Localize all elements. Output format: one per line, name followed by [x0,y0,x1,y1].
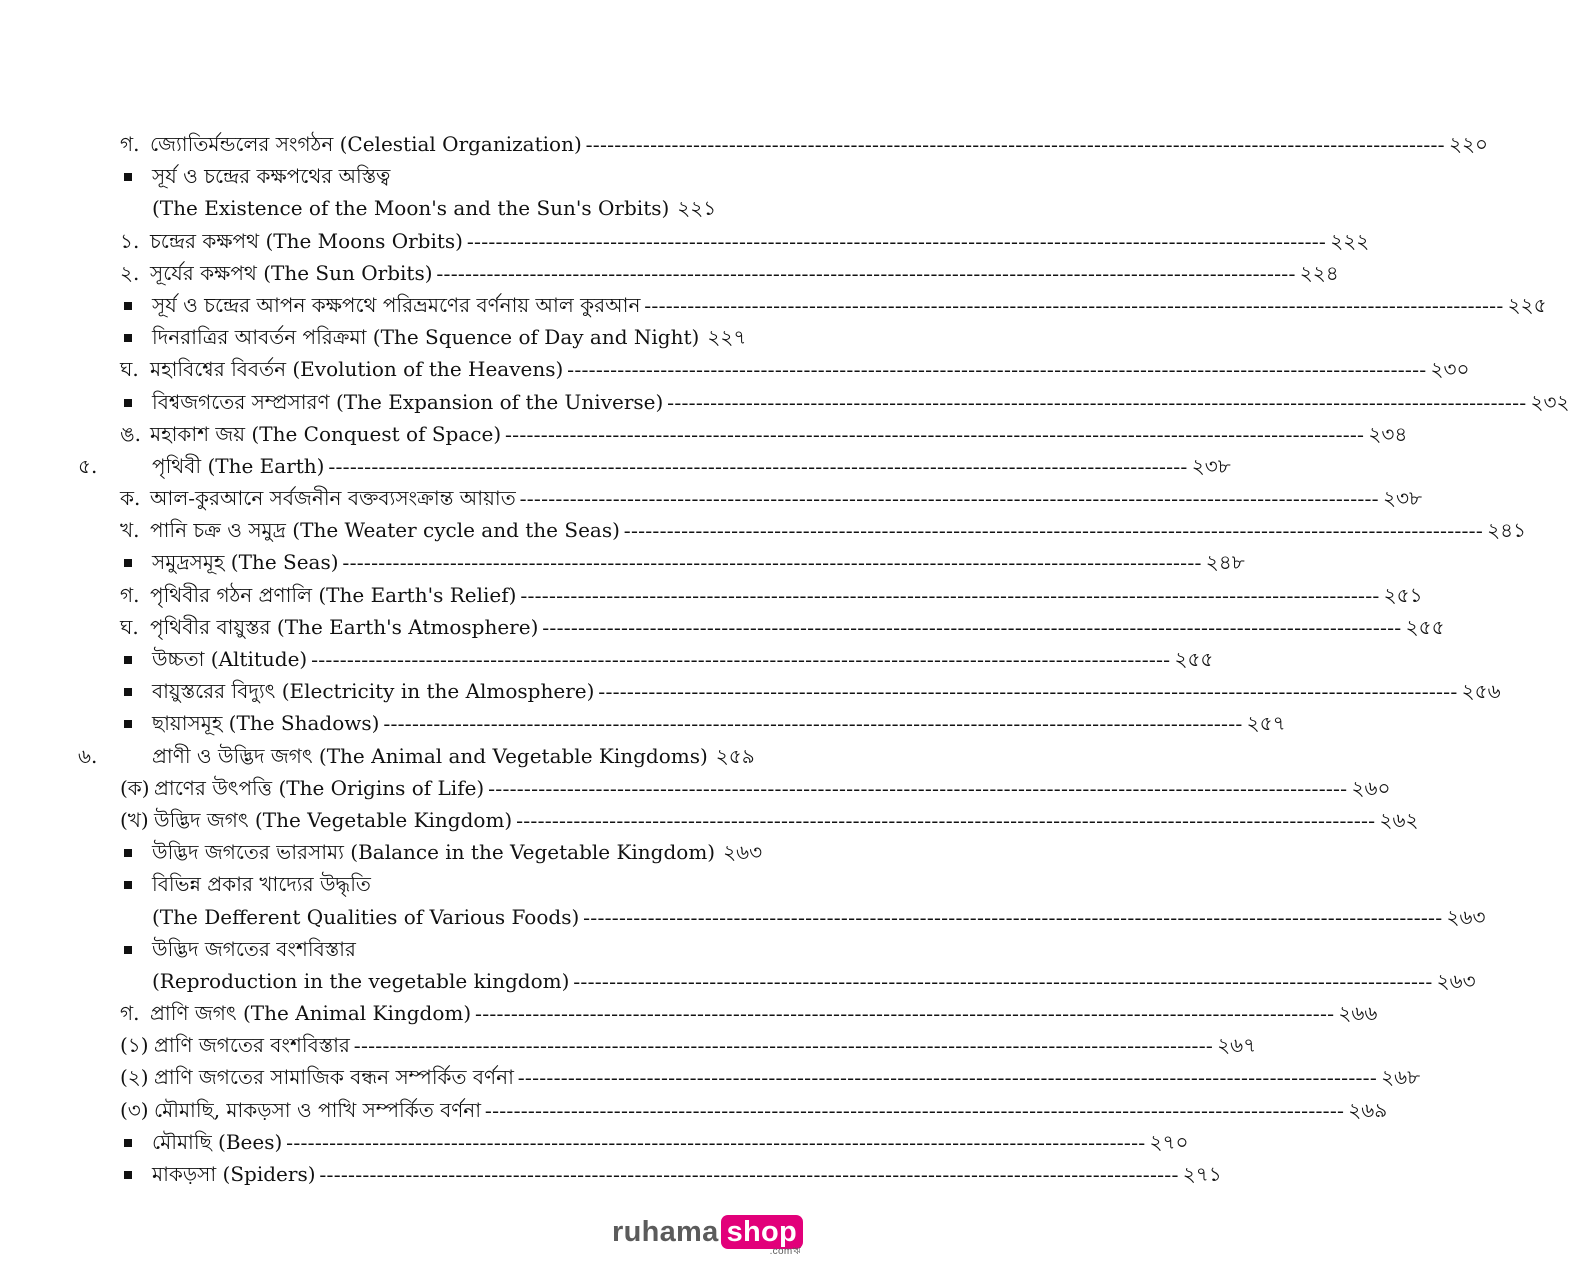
toc-page-number: ২৬৮ [1381,1065,1421,1090]
toc-page-number: ২৩৮ [1191,453,1231,478]
toc-row [0,772,1391,804]
toc-entry-title: পৃথিবীর গঠন প্রণালি (The Earth's Relief) [150,582,517,607]
toc-page-number: ২৩০ [1430,357,1470,382]
toc-entry-title: উদ্ভিদ জগতের ভারসাম্য (Balance in the Vegetable Kingdom) [152,840,716,865]
toc-row [0,933,825,965]
toc-marker: ১. [120,228,140,253]
leader-dots: ------------------------------------------------------------------------------------------------------------------------ [505,423,1365,446]
bullet-icon [124,302,132,310]
toc-entry-title: (The Defferent Qualities of Various Foods) [152,904,580,929]
toc-page-number: ২৫৫ [1405,614,1445,639]
bullet-icon [124,688,132,696]
toc-entry-title: বিশ্বজগতের সম্প্রসারণ (The Expansion of the Universe) [152,389,664,414]
leader-dots: ------------------------------------------------------------------------------------------------------------------------ [353,1035,1214,1058]
toc-row [0,804,1419,836]
bullet-icon [124,656,132,664]
toc-row [0,836,825,868]
ruhamashop-watermark-logo [612,1210,803,1257]
toc-page-number: ২৬২ [1379,807,1419,832]
toc-entry-title: সূর্যের কক্ষপথ (The Sun Orbits) [150,260,433,285]
bullet-icon [124,946,132,954]
table-of-contents [0,128,1570,1190]
toc-page-number: ২৫৯ [715,743,755,768]
toc-row [0,482,1422,514]
leader-dots: ------------------------------------------------------------------------------------------------------------------------ [286,1131,1146,1154]
toc-row [0,611,1445,643]
toc-marker: (১) [120,1033,149,1058]
toc-row [0,546,1245,578]
leader-dots: ------------------------------------------------------------------------------------------------------------------------ [519,488,1379,511]
toc-page-number: ২২৫ [1507,292,1547,317]
toc-row [0,707,1286,739]
toc-marker: (৩) [120,1097,149,1122]
leader-dots: ------------------------------------------------------------------------------------------------------------------------ [542,616,1402,639]
toc-page-number: ২৪৮ [1205,550,1245,575]
toc-entry-title: জ্যোতির্মন্ডলের সংগঠন (Celestial Organization) [150,132,582,156]
logo-word-shop: shop [721,1215,803,1249]
toc-row [0,965,1476,997]
toc-page-number: ২৬৬ [1338,1001,1378,1026]
toc-page-number: ২৩৮ [1382,486,1422,511]
toc-page-number: ২৬৩ [723,840,763,865]
leader-dots: ------------------------------------------------------------------------------------------------------------------------ [516,809,1376,832]
toc-marker: গ. [120,582,140,607]
toc-row [0,1158,1222,1190]
bullet-icon [124,881,132,889]
toc-row [0,740,825,772]
toc-entry-title: উদ্ভিদ জগতের বংশবিস্তার [152,936,356,961]
toc-row [0,1094,1388,1126]
toc-entry-title: বায়ুস্তরের বিদ্যুৎ (Electricity in the Almosphere) [152,679,595,704]
toc-marker: ৬. [78,743,98,768]
logo-domain: .comঋ [769,1246,802,1257]
toc-entry-title: বিভিন্ন প্রকার খাদ্যের উদ্ধৃতি [152,872,371,897]
toc-row [0,1061,1421,1093]
leader-dots: ------------------------------------------------------------------------------------------------------------------------ [383,713,1243,736]
toc-row [0,257,1339,289]
bullet-icon [124,399,132,407]
bullet-icon [124,849,132,857]
bullet-icon [124,334,132,342]
toc-page-number: ২৬০ [1351,775,1391,800]
toc-entry-title: পৃথিবী (The Earth) [152,453,325,478]
toc-row [0,386,1570,418]
toc-marker: ৫. [78,453,98,478]
toc-marker: ঘ. [120,357,139,382]
leader-dots: ------------------------------------------------------------------------------------------------------------------------ [667,391,1527,414]
toc-page-number: ২৩৪ [1368,421,1408,446]
toc-marker: (২) [120,1065,149,1090]
toc-marker: (ক) [120,775,150,800]
bullet-icon [124,559,132,567]
toc-entry-title: সূর্য ও চন্দ্রের আপন কক্ষপথে পরিভ্রমণের বর্ণনায় আল কুরআন [152,292,641,317]
toc-entry-title: প্রাণি জগৎ (The Animal Kingdom) [150,1001,472,1026]
toc-entry-title: মাকড়সা (Spiders) [152,1162,316,1186]
toc-entry-title: (Reproduction in the vegetable kingdom) [152,968,570,993]
toc-page-number: ২২৪ [1299,260,1339,285]
toc-row [0,225,1370,257]
toc-row [0,579,1423,611]
toc-row [0,160,825,192]
toc-row [0,289,1547,321]
toc-page-number: ২২৭ [707,325,747,350]
toc-page-number: ২২২ [1330,228,1370,253]
toc-entry-title: মৌমাছি (Bees) [152,1129,283,1154]
leader-dots: ------------------------------------------------------------------------------------------------------------------------ [436,262,1296,285]
toc-row [0,128,1488,160]
leader-dots: ------------------------------------------------------------------------------------------------------------------------ [585,134,1445,156]
logo-word-ruhama: ruhama [612,1215,719,1248]
leader-dots: ------------------------------------------------------------------------------------------------------------------------ [567,359,1427,382]
leader-dots: ------------------------------------------------------------------------------------------------------------------------ [488,777,1348,800]
toc-page-number: ২২১ [677,196,717,221]
toc-page-number: ২২০ [1448,132,1488,156]
toc-entry-title: ছায়াসমূহ (The Shadows) [152,711,380,736]
toc-entry-title: প্রাণের উৎপত্তি (The Origins of Life) [154,775,485,800]
leader-dots: ------------------------------------------------------------------------------------------------------------------------ [342,552,1202,575]
toc-entry-title: সমুদ্রসমূহ (The Seas) [152,550,339,575]
toc-row [0,514,1527,546]
toc-marker: গ. [120,1001,140,1026]
bullet-icon [124,1171,132,1179]
toc-marker: ঙ. [120,421,142,446]
leader-dots: ------------------------------------------------------------------------------------------------------------------------ [623,520,1484,543]
toc-entry-title: মৌমাছি, মাকড়সা ও পাখি সম্পর্কিত বর্ণনা [154,1097,482,1122]
toc-row [0,643,1214,675]
toc-page-number: ২৩২ [1530,389,1570,414]
bullet-icon [124,1139,132,1147]
toc-row [0,868,825,900]
leader-dots: ------------------------------------------------------------------------------------------------------------------------ [520,584,1380,607]
bullet-icon [124,173,132,181]
leader-dots: ------------------------------------------------------------------------------------------------------------------------ [328,455,1188,478]
toc-entry-title: উচ্চতা (Altitude) [152,647,308,671]
toc-entry-title: প্রাণি জগতের বংশবিস্তার [154,1033,350,1058]
toc-page-number: ২৬৩ [1446,904,1486,929]
leader-dots: ------------------------------------------------------------------------------------------------------------------------ [311,649,1171,671]
bullet-icon [124,720,132,728]
toc-row [0,675,1501,707]
toc-page-number: ২৫৬ [1461,679,1501,704]
toc-marker: ২. [120,260,140,285]
toc-marker: ঘ. [120,614,139,639]
toc-page-number: ২৭০ [1149,1129,1189,1154]
leader-dots: ------------------------------------------------------------------------------------------------------------------------ [475,1003,1335,1026]
toc-row [0,1029,1257,1061]
leader-dots: ------------------------------------------------------------------------------------------------------------------------ [573,970,1433,993]
toc-row [0,997,1378,1029]
toc-page-number: ২৬৩ [1436,968,1476,993]
toc-row [0,418,1408,450]
toc-marker: (খ) [120,807,149,832]
toc-row [0,1126,1189,1158]
toc-page-number: ২৬৭ [1217,1033,1257,1058]
toc-page-number: ২৬৯ [1348,1097,1388,1122]
leader-dots: ------------------------------------------------------------------------------------------------------------------------ [319,1164,1179,1186]
toc-page-number: ২৫১ [1383,582,1423,607]
toc-row [0,321,825,353]
toc-entry-title: পানি চক্র ও সমুদ্র (The Weater cycle and the Seas) [150,518,620,543]
leader-dots: ------------------------------------------------------------------------------------------------------------------------ [644,294,1504,317]
toc-page-number: ২৪১ [1487,518,1527,543]
toc-entry-title: সূর্য ও চন্দ্রের কক্ষপথের অস্তিত্ব [152,164,391,189]
toc-marker: ক. [120,486,141,511]
toc-entry-title: উদ্ভিদ জগৎ (The Vegetable Kingdom) [154,807,513,832]
leader-dots: ------------------------------------------------------------------------------------------------------------------------ [583,906,1443,929]
leader-dots: ------------------------------------------------------------------------------------------------------------------------ [517,1067,1378,1090]
toc-entry-title: পৃথিবীর বায়ুস্তর (The Earth's Atmosphere) [150,614,539,639]
toc-page-number: ২৭১ [1182,1162,1222,1186]
toc-row [0,192,825,224]
toc-marker: খ. [120,518,140,543]
toc-row [0,450,1231,482]
toc-entry-title: প্রাণী ও উদ্ভিদ জগৎ (The Animal and Vegetable Kingdoms) [152,743,708,768]
toc-page-number: ২৫৭ [1246,711,1286,736]
toc-row [0,353,1470,385]
toc-entry-title: প্রাণি জগতের সামাজিক বন্ধন সম্পর্কিত বর্ণনা [154,1065,514,1090]
toc-entry-title: দিনরাত্রির আবর্তন পরিক্রমা (The Squence of Day and Night) [152,325,700,350]
toc-entry-title: মহাবিশ্বের বিবর্তন (Evolution of the Heavens) [150,357,564,382]
toc-row [0,901,1486,933]
toc-entry-title: (The Existence of the Moon's and the Sun's Orbits) [152,196,670,221]
toc-page-number: ২৫৫ [1174,647,1214,671]
leader-dots: ------------------------------------------------------------------------------------------------------------------------ [485,1099,1345,1122]
toc-entry-title: আল-কুরআনে সর্বজনীন বক্তব্যসংক্রান্ত আয়াত [150,486,516,511]
leader-dots: ------------------------------------------------------------------------------------------------------------------------ [467,230,1327,253]
toc-entry-title: মহাকাশ জয় (The Conquest of Space) [150,421,502,446]
leader-dots: ------------------------------------------------------------------------------------------------------------------------ [598,681,1458,704]
toc-marker: গ. [120,132,140,156]
toc-entry-title: চন্দ্রের কক্ষপথ (The Moons Orbits) [150,228,463,253]
